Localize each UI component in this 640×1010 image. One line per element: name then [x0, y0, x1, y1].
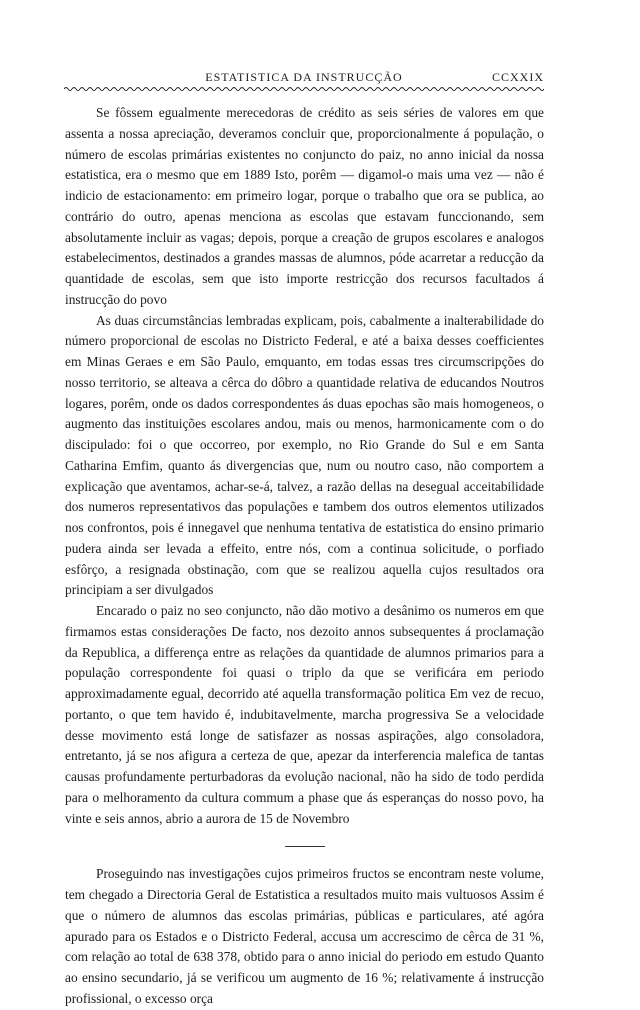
paragraph: As duas circumstâncias lembradas explicam, pois, cabalmente a inalterabilidade do número proporcional de escolas no Districto Federal, e até a baixa desses coefficientes em Minas Geraes e em São Paulo, emquanto, em todas essas tres circumscripções do nosso territorio, se alteava a cêrca do dôbro a quantidade relativa de educandos Noutros logares, porêm, onde os dados correspondentes ás duas epochas são mais homogeneos, o augmento das instituições escolares andou, mais ou menos, harmonicamente com o do discipulado: foi o que occorreo, por exemplo, no Rio Grande do Sul e em Santa Catharina Emfim, quanto ás divergencias que, num ou noutro caso, não comportem a explicação que aventamos, achar-se-á, talvez, a razão dellas na desegual acceitabilidade dos numeros representativos das populações e tambem dos outros elementos utilizados nos confrontos, pois é innegavel que nenhuma tentativa de estatistica do ensino primario pudera ainda ser levada a effeito, entre nós, com a continua solicitude, o porfiado esfôrço, a resignada obstinação, com que se realizou aquella cujos resultados ora principiam a ser divulgados: [65, 312, 544, 598]
paragraph: Proseguindo nas investigações cujos primeiros fructos se encontram neste volume, tem chegado a Directoria Geral de Estatistica a resultados muito mais vultuosos Assim é que o número de alumnos das escolas primárias, públicas e particulares, até agóra apurado para os Estados e o Districto Federal, accusa um accrescimo de cêrca de 31 %, com relação ao total de 638 378, obtido para o anno inicial do periodo em estudo Quanto ao ensino secundario, já se verificou um augmento de 16 %; relativamente á instrucção profissional, o excesso orça: [65, 866, 544, 1006]
paragraph: Encarado o paiz no seo conjuncto, não dão motivo a desânimo os numeros em que firmamos estas considerações De facto, nos dezoito annos subsequentes á proclamação da Republica, a differença entre as relações da quantidade de alumnos primarios para a população correspondente foi quasi o triplo da que se verificára em periodo approximadamente egual, decorrido até aquella transformação politica Em vez de recuo, portanto, o que tem havido é, indubitavelmente, marcha progressiva Se a velocidade desse movimento está longe de satisfazer as nossas aspirações, algo consoladora, entretanto, já se nos afigura a certeza de que, apezar da interferencia malefica de tantas causas profundamente perturbadoras da evolução nacional, não ha sido de todo perdida para o melhoramento da cultura commum a phase que ás esperanças do nosso povo, ha vinte e seis annos, abrio a aurora de 15 de Novembro: [65, 603, 544, 826]
section-divider: [285, 846, 325, 847]
running-title: ESTATISTICA DA INSTRUCÇÃO: [205, 70, 403, 84]
body-text: [65, 103, 544, 1010]
paragraph: Se fôssem egualmente merecedoras de crédito as seis séries de valores em que assenta a nossa apreciação, deveramos concluir que, proporcionalmente á população, o número de escolas primárias existentes no conjuncto do paiz, no anno inicial da nossa estatistica, era o mesmo que em 1889 Isto, porêm — digamol-o mais uma vez — não é indicio de estacionamento: em primeiro logar, porque o trabalho que ora se publica, ao contrário do outro, apenas menciona as escolas que estavam funccionando, sem absolutamente incluir as vagas; depois, porque a creação de grupos escolares e analogos estabelecimentos, destinados a grandes massas de alumnos, póde acarretar a reducção da quantidade de escolas, sem que isto importe restricção dos recursos facultados á instrucção do povo: [65, 105, 544, 307]
page-number: CCXXIX: [491, 70, 544, 84]
wavy-header-rule: [64, 86, 544, 92]
